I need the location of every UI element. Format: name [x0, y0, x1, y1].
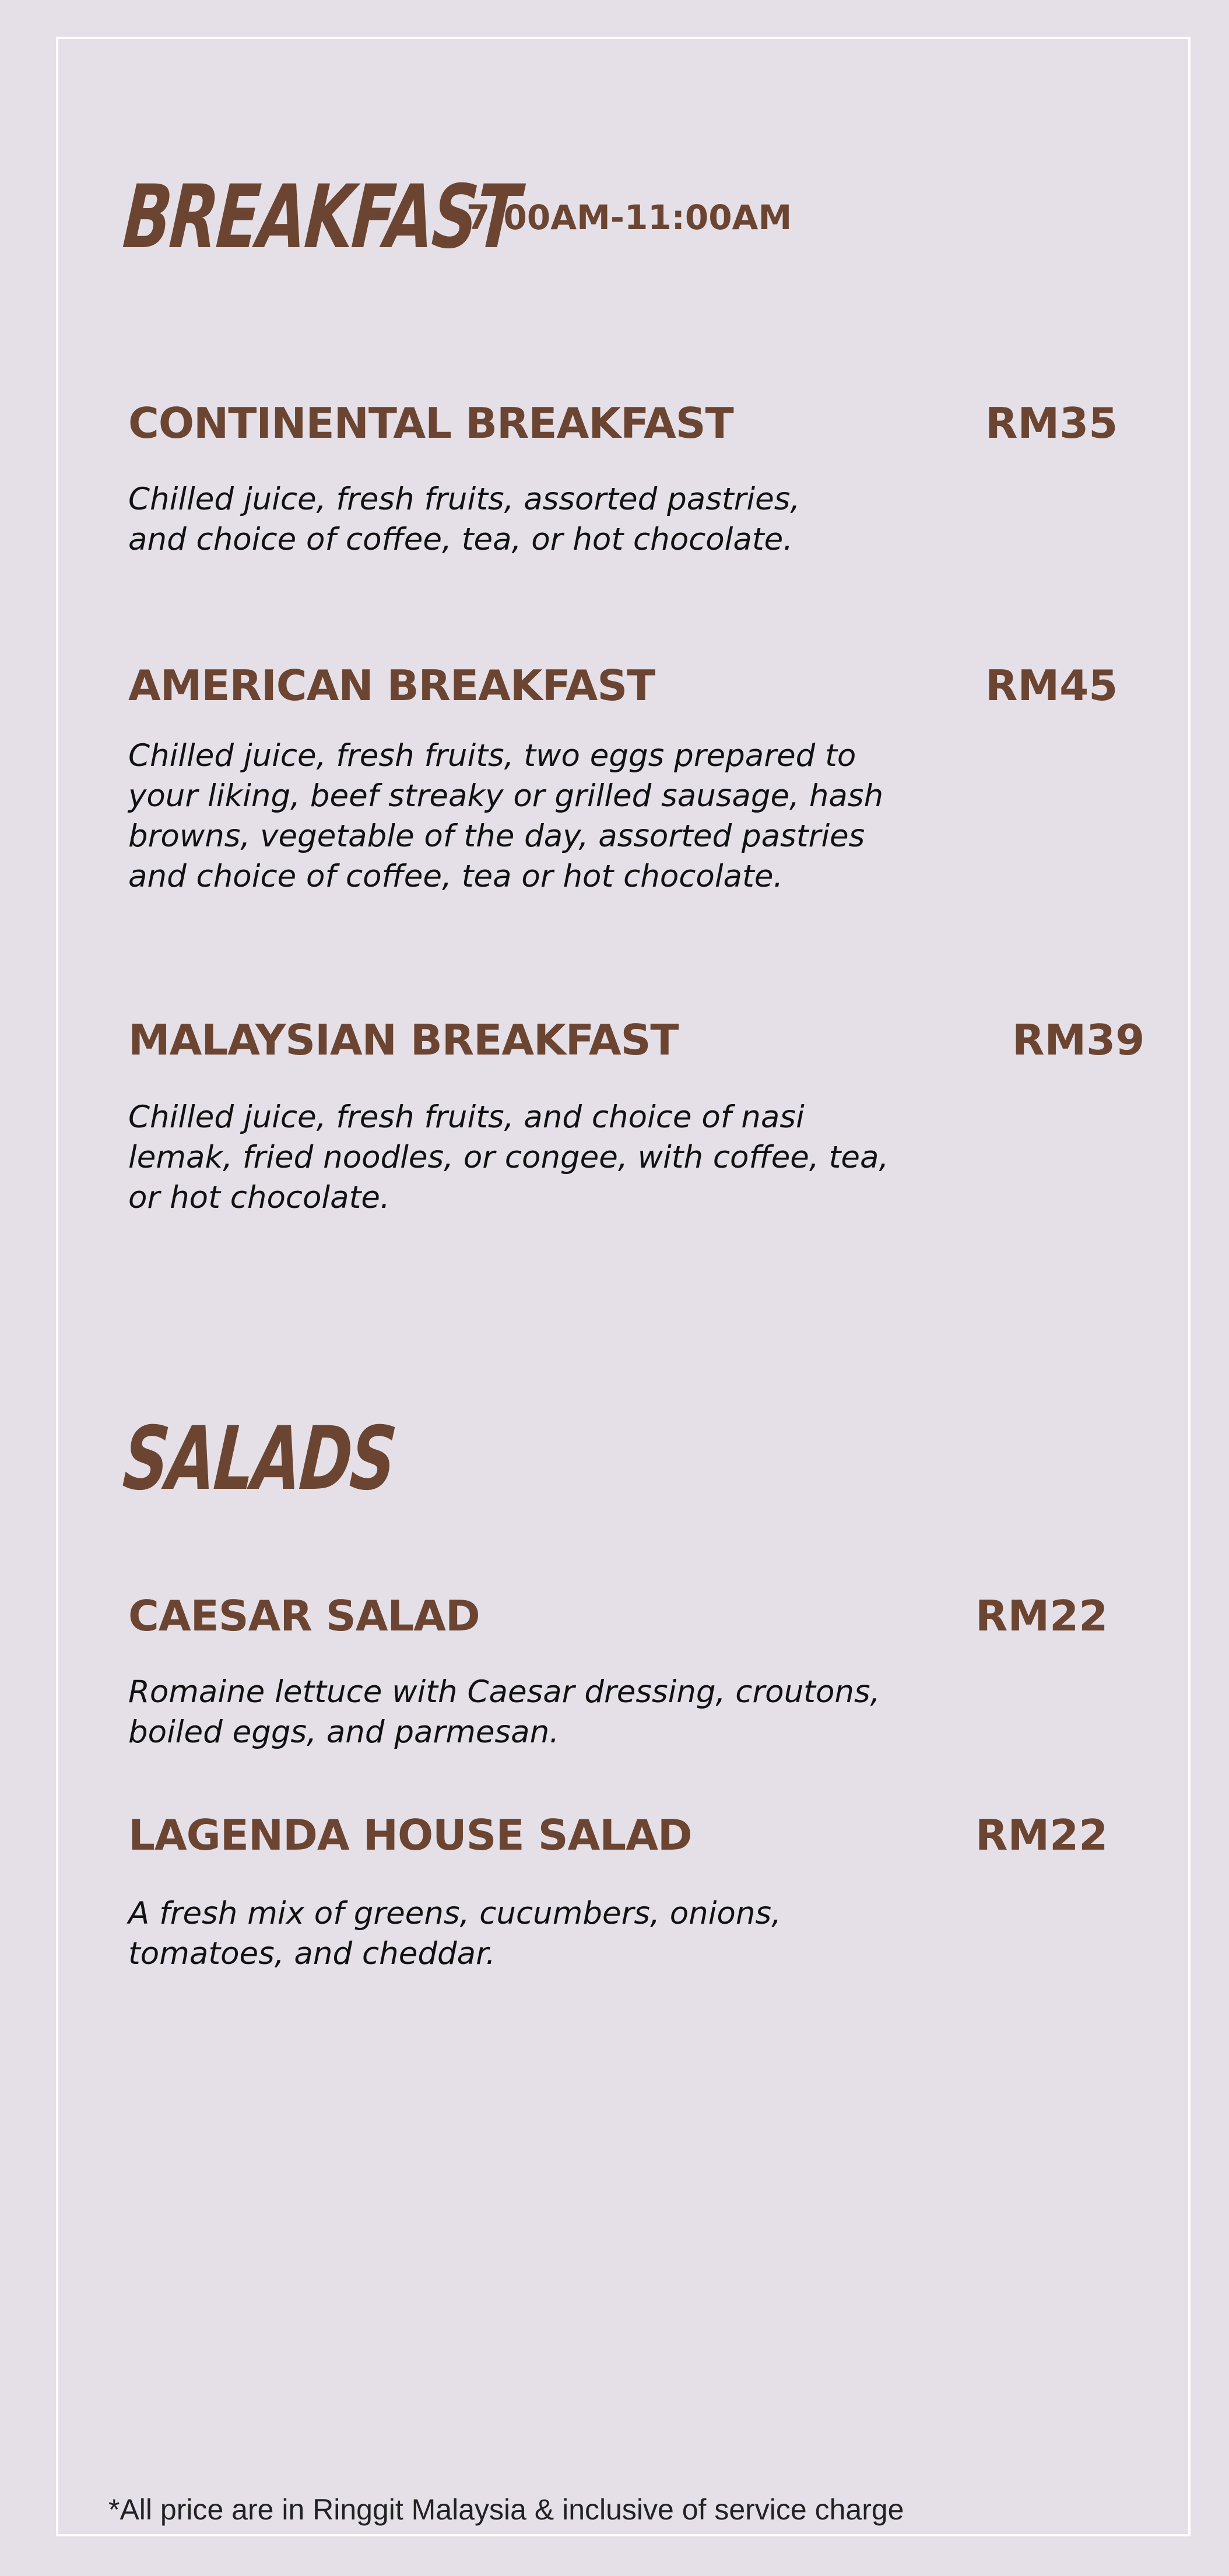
item-price-caesar-salad: RM22 [975, 1591, 1108, 1640]
item-desc-malaysian-breakfast: Chilled juice, fresh fruits, and choice of nasi lemak, fried noodles, or congee, with coffee, tea, or hot chocolate. [128, 1099, 889, 1215]
item-desc-caesar-salad: Romaine lettuce with Caesar dressing, croutons, boiled eggs, and parmesan. [128, 1674, 880, 1750]
breakfast-hours: 7:00AM-11:00AM [466, 198, 792, 237]
price-footnote: *All price are in Ringgit Malaysia & inclusive of service charge [108, 2493, 904, 2526]
item-name-malaysian-breakfast: MALAYSIAN BREAKFAST [128, 1015, 679, 1064]
item-desc-continental-breakfast: Chilled juice, fresh fruits, assorted pastries, and choice of coffee, tea, or hot chocolate. [128, 482, 800, 557]
item-desc-american-breakfast: Chilled juice, fresh fruits, two eggs prepared to your liking, beef streaky or grilled sausage, hash browns, vegetable of the day, assorted pastries and choice of coffee, tea or hot chocolate. [128, 738, 884, 894]
item-price-american-breakfast: RM45 [985, 661, 1118, 710]
salads-section-title: SALADS [120, 1408, 398, 1510]
item-name-lagenda-house-salad: LAGENDA HOUSE SALAD [128, 1811, 692, 1860]
item-name-caesar-salad: CAESAR SALAD [128, 1591, 480, 1640]
item-price-malaysian-breakfast: RM39 [1012, 1015, 1145, 1064]
item-name-american-breakfast: AMERICAN BREAKFAST [128, 661, 655, 710]
item-price-continental-breakfast: RM35 [985, 399, 1118, 448]
item-name-continental-breakfast: CONTINENTAL BREAKFAST [128, 399, 733, 448]
breakfast-section-title: BREAKFAST [120, 167, 522, 268]
item-desc-lagenda-house-salad: A fresh mix of greens, cucumbers, onions, tomatoes, and cheddar. [128, 1896, 781, 1971]
item-price-lagenda-house-salad: RM22 [975, 1811, 1108, 1860]
